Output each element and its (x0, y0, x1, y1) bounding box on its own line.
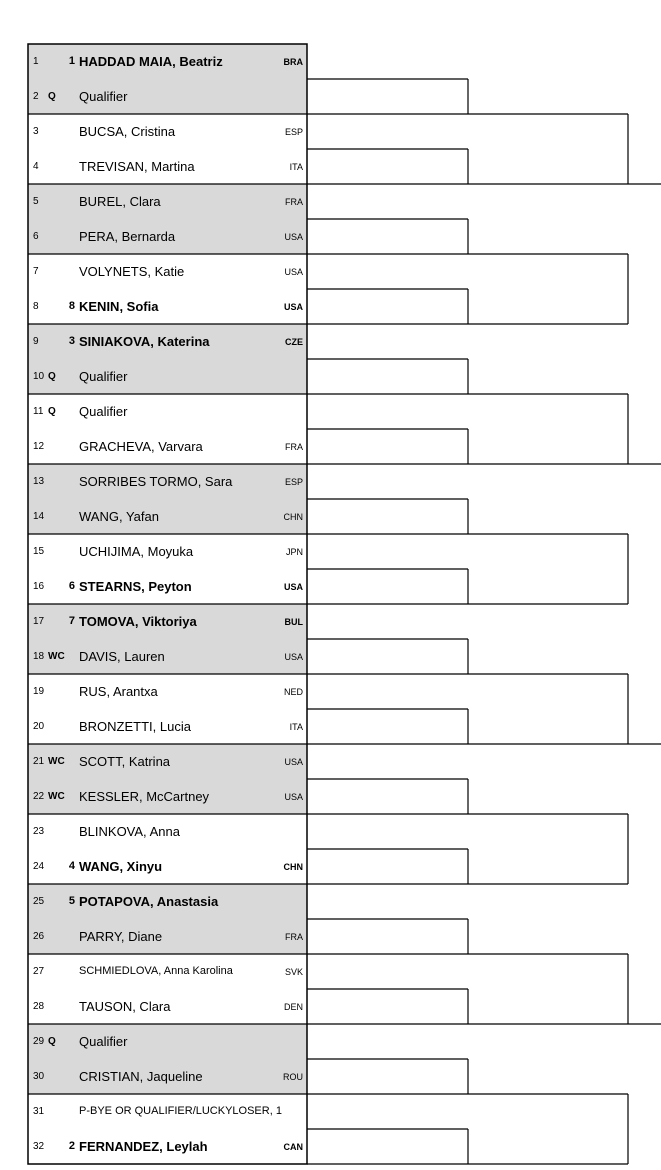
draw-line-18 (28, 639, 307, 674)
draw-position: 32 (33, 1141, 45, 1152)
player-nation: USA (283, 302, 303, 312)
draw-position: 29 (33, 1036, 45, 1047)
draw-position: 13 (33, 476, 45, 487)
player-name: WANG, Xinyu (79, 859, 163, 874)
draw-line-2 (28, 79, 307, 114)
draw-line-14 (28, 499, 307, 534)
draw-position: 25 (33, 896, 45, 907)
player-name: POTAPOVA, Anastasia (79, 894, 219, 909)
player-nation: FRA (285, 197, 303, 207)
draw-line-13 (28, 464, 307, 499)
draw-line-4 (28, 149, 307, 184)
draw-position: 15 (33, 546, 45, 557)
draw-line-8 (28, 289, 307, 324)
player-name: STEARNS, Peyton (79, 579, 192, 594)
draw-line-1 (28, 44, 307, 79)
player-nation: BRA (283, 57, 303, 67)
player-name: KENIN, Sofia (79, 299, 159, 314)
seed-number: 4 (68, 860, 75, 872)
entry-status: Q (48, 91, 56, 102)
player-nation: USA (283, 582, 303, 592)
draw-line-7 (28, 254, 307, 289)
player-name: Qualifier (79, 1034, 128, 1049)
player-name: WANG, Yafan (79, 509, 159, 524)
player-nation: USA (284, 232, 303, 242)
player-nation: USA (284, 267, 303, 277)
draw-position: 19 (33, 686, 45, 697)
draw-line-25 (28, 884, 307, 919)
draw-line-21 (28, 744, 307, 779)
draw-line-3 (28, 114, 307, 149)
seed-number: 1 (68, 55, 75, 67)
player-nation: ITA (289, 722, 303, 732)
draw-line-11 (28, 394, 307, 429)
player-name: Qualifier (79, 404, 128, 419)
draw-position: 27 (33, 966, 45, 977)
player-nation: ESP (284, 477, 303, 487)
entry-status: WC (48, 651, 65, 662)
seed-number: 5 (68, 895, 75, 907)
player-name: BLINKOVA, Anna (79, 824, 180, 839)
player-name: DAVIS, Lauren (79, 649, 165, 664)
player-name: TREVISAN, Martina (79, 159, 195, 174)
player-nation: FRA (285, 932, 303, 942)
player-nation: CHN (283, 512, 303, 522)
draw-position: 30 (33, 1071, 45, 1082)
draw-position: 21 (33, 756, 45, 767)
draw-position: 12 (33, 441, 45, 452)
draw-line-6 (28, 219, 307, 254)
draw-line-27 (28, 954, 307, 989)
draw-position: 17 (33, 616, 45, 627)
draw-position: 22 (33, 791, 45, 802)
player-nation: FRA (285, 442, 303, 452)
player-nation: DEN (283, 1002, 303, 1012)
draw-line-19 (28, 674, 307, 709)
player-name: Qualifier (79, 89, 128, 104)
player-name: TOMOVA, Viktoriya (79, 614, 197, 629)
player-name: SCHMIEDLOVA, Anna Karolina (79, 965, 233, 977)
draw-position: 23 (33, 826, 45, 837)
draw-position: 18 (33, 651, 45, 662)
draw-line-17 (28, 604, 307, 639)
draw-position: 26 (33, 931, 45, 942)
player-nation: ROU (283, 1072, 303, 1082)
draw-position: 11 (33, 406, 44, 417)
draw-line-30 (28, 1059, 307, 1094)
player-nation: JPN (285, 547, 303, 557)
draw-position: 2 (33, 91, 39, 102)
draw-position: 16 (33, 581, 45, 592)
draw-line-22 (28, 779, 307, 814)
player-nation: SVK (284, 967, 303, 977)
entry-status: WC (48, 791, 65, 802)
player-name: BUCSA, Cristina (79, 124, 176, 139)
seed-number: 3 (68, 335, 75, 347)
draw-position: 3 (33, 126, 39, 137)
player-name: PARRY, Diane (79, 929, 163, 944)
draw-line-24 (28, 849, 307, 884)
draw-line-28 (28, 989, 307, 1024)
player-name: HADDAD MAIA, Beatriz (79, 54, 223, 69)
player-nation: NED (283, 687, 303, 697)
draw-line-16 (28, 569, 307, 604)
player-name: P-BYE OR QUALIFIER/LUCKYLOSER, 1 (79, 1105, 282, 1117)
player-name: BRONZETTI, Lucia (79, 719, 191, 734)
draw-position: 1 (33, 56, 39, 67)
player-nation: BUL (284, 617, 303, 627)
draw-position: 6 (33, 231, 39, 242)
player-name: PERA, Bernarda (79, 229, 176, 244)
draw-position: 10 (33, 371, 45, 382)
entry-status: Q (48, 371, 56, 382)
draw-position: 4 (33, 161, 39, 172)
player-name: BUREL, Clara (79, 194, 161, 209)
player-name: CRISTIAN, Jaqueline (79, 1069, 203, 1084)
draw-line-31 (28, 1094, 307, 1129)
draw-line-10 (28, 359, 307, 394)
player-name: TAUSON, Clara (79, 999, 171, 1014)
draw-line-32 (28, 1129, 307, 1164)
draw-position: 14 (33, 511, 45, 522)
player-nation: CAN (283, 1142, 303, 1152)
draw-position: 9 (33, 336, 39, 347)
player-name: GRACHEVA, Varvara (79, 439, 203, 454)
entry-status: Q (48, 406, 56, 417)
draw-line-29 (28, 1024, 307, 1059)
player-nation: CZE (285, 337, 303, 347)
draw-line-15 (28, 534, 307, 569)
player-nation: ESP (284, 127, 303, 137)
draw-position: 28 (33, 1001, 45, 1012)
draw-position: 24 (33, 861, 45, 872)
draw-line-9 (28, 324, 307, 359)
seed-number: 6 (68, 580, 75, 592)
player-name: RUS, Arantxa (79, 684, 158, 699)
draw-line-26 (28, 919, 307, 954)
player-name: SCOTT, Katrina (79, 754, 171, 769)
player-nation: USA (284, 792, 303, 802)
draw-position: 7 (33, 266, 39, 277)
seed-number: 7 (68, 615, 75, 627)
entry-status: WC (48, 756, 65, 767)
player-nation: ITA (289, 162, 303, 172)
player-name: VOLYNETS, Katie (79, 264, 185, 279)
player-name: Qualifier (79, 369, 128, 384)
entry-status: Q (48, 1036, 56, 1047)
draw-line-12 (28, 429, 307, 464)
draw-position: 5 (33, 196, 39, 207)
seed-number: 2 (68, 1140, 75, 1152)
player-nation: CHN (283, 862, 303, 872)
draw-line-20 (28, 709, 307, 744)
draw-position: 8 (33, 301, 39, 312)
draw-position: 20 (33, 721, 45, 732)
player-name: SORRIBES TORMO, Sara (79, 474, 233, 489)
player-name: KESSLER, McCartney (79, 789, 210, 804)
player-name: UCHIJIMA, Moyuka (79, 544, 194, 559)
player-nation: USA (284, 652, 303, 662)
player-name: FERNANDEZ, Leylah (79, 1139, 208, 1154)
draw-position: 31 (33, 1106, 45, 1117)
seed-number: 8 (68, 300, 75, 312)
player-name: SINIAKOVA, Katerina (79, 334, 210, 349)
draw-line-23 (28, 814, 307, 849)
player-nation: USA (284, 757, 303, 767)
draw-line-5 (28, 184, 307, 219)
